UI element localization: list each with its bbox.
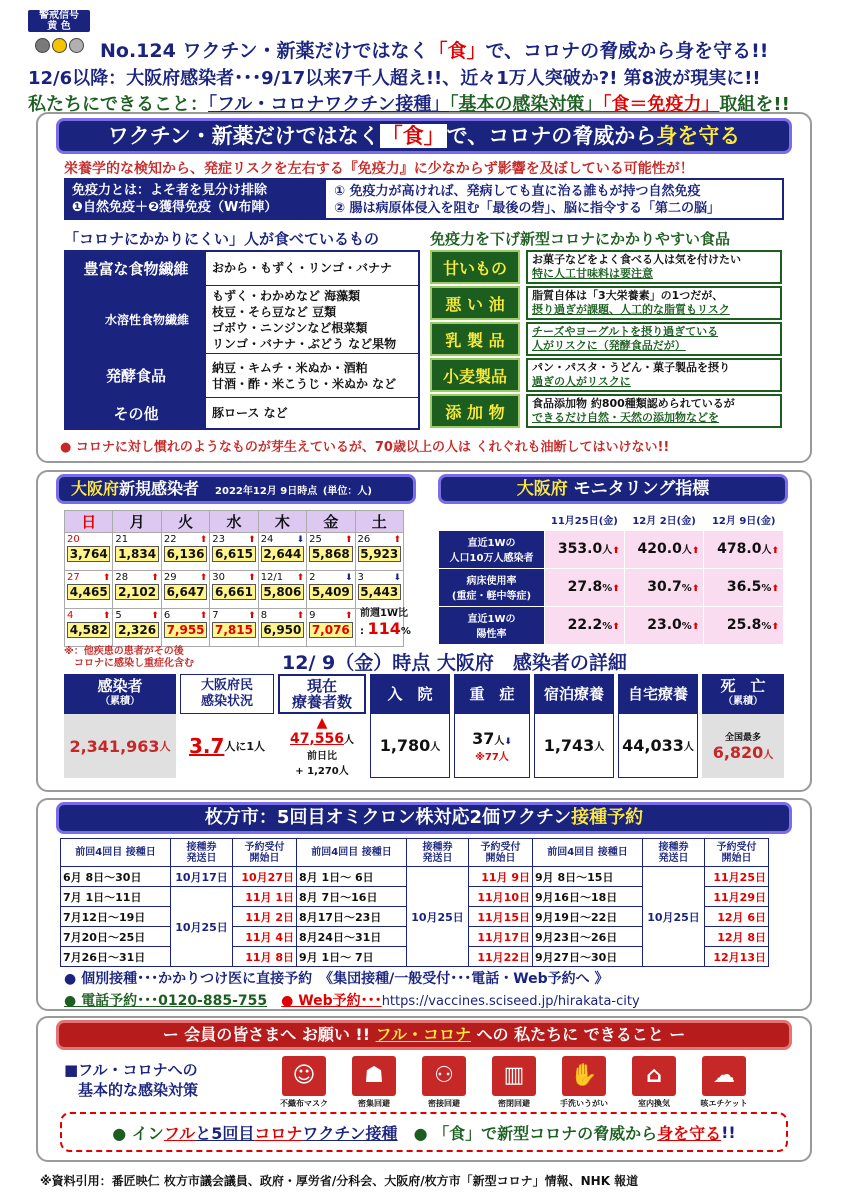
action-summary: ● イン フル と5回目 コロナ ワクチン接種 ● 「食」で新型コロナの脅威から 身を守る !! [60, 1112, 788, 1152]
calendar-day: 12/1 ⬆ 5,806 [258, 571, 306, 609]
calendar-day: 4 ⬆ 4,582 [65, 609, 113, 647]
calendar-day: 6 ⬆ 7,955 [161, 609, 209, 647]
immune-points: ① 免疫力が高ければ、発病しても直に治る誰もが持つ自然免疫 ② 腸は病原体侵入を阻む「最後の砦」、脳に指令する「第二の脳」 [324, 178, 784, 220]
bad-text: チーズやヨーグルトを摂り過ぎている 人がリスクに（発酵食品だが） [526, 322, 782, 356]
good-row [66, 252, 418, 286]
bad-row [430, 322, 784, 358]
col-header: 予約受付 開始日 [469, 839, 533, 867]
calendar-day: 7 ⬆ 7,815 [210, 609, 258, 647]
day-header: 木 [258, 511, 306, 533]
bad-row [430, 250, 784, 286]
detail-current: 現在 療養者数 ▲ 47,556人 前日比 + 1,270人 [278, 674, 366, 782]
trend-arrow-icon: ⬆ [248, 534, 256, 545]
headline-3: 私たちにできること：「フル・コロナワクチン接種」「基本の感染対策」「食＝免疫力」取組を!! [28, 94, 790, 115]
mon-col-header: 12月 9日(金) [711, 516, 776, 528]
trend-arrow-icon: ⬆ [102, 610, 111, 621]
col-header: 前回4回目 接種日 [297, 839, 407, 867]
day-header: 水 [210, 511, 258, 533]
day-header: 日 [65, 511, 113, 533]
signal-light-icon [52, 38, 67, 53]
case-count: 1,834 [115, 546, 158, 562]
calendar-day: 5 ⬆ 2,326 [113, 609, 161, 647]
trend-arrow-icon: ⬆ [199, 572, 208, 583]
detail-severe: 重 症 37人⬇ ※77人 [454, 674, 530, 782]
good-row [66, 286, 418, 354]
elderly-warning: ● コロナに対し慣れのようなものが芽生えているが、70歳以上の人は くれぐれも油断してはいけない!! [60, 440, 670, 455]
trend-arrow-icon: ⬇ [344, 572, 353, 583]
calendar-day: 25 ⬆ 5,868 [307, 533, 355, 571]
table-row: 7月20日〜25日 11月 4日 8月24日〜31日 11月17日 9月23日〜26日 12月 8日 [61, 927, 769, 947]
case-count: 5,923 [358, 546, 401, 562]
calendar-day: 3 ⬇ 5,443 [355, 571, 403, 609]
calendar-day: 23 ⬆ 6,615 [210, 533, 258, 571]
case-calendar [64, 510, 404, 647]
case-count: 6,136 [164, 546, 207, 562]
basic-measures-label: ■フル・コロナへの 基本的な感染対策 [64, 1061, 199, 1099]
detail-pref: 大阪府民 感染状況 3.7 人に1人 [180, 674, 274, 782]
case-count: 5,806 [261, 584, 304, 600]
case-count: 3,764 [67, 546, 110, 562]
case-details [64, 674, 784, 784]
case-count: 6,615 [212, 546, 255, 562]
good-category: 水溶性食物繊維 [88, 286, 206, 353]
signal-light-icon [35, 38, 50, 53]
source-footer: ※資料引用：番匠映仁 枚方市議会議員、政府・厚労省/分科会、大阪府/枚方市「新型コロナ」情報、NHK 報道 [40, 1174, 639, 1188]
monitoring-table [438, 510, 784, 645]
trend-arrow-icon: ⬇ [393, 572, 401, 583]
bad-category: 甘いもの [430, 250, 520, 284]
good-text: 豚ロース など [212, 406, 288, 420]
calendar-week [65, 609, 404, 647]
day-header: 火 [161, 511, 209, 533]
trend-arrow-icon: ⬆ [248, 572, 256, 583]
good-category: 発酵食品 [66, 354, 206, 397]
closed-space-icon: ▥ 密閉回避 [490, 1056, 538, 1109]
individual-vaccination: ● 個別接種･･･かかりつけ医に直接予約 《集団接種/一般受付･･･電話・Web予約へ 》 [64, 971, 609, 987]
signal-light-icon [69, 38, 84, 53]
trend-arrow-icon: ⬆ [199, 534, 208, 545]
bad-text: お菓子などをよく食べる人は気を付けたい 特に人工甘味料は要注意 [526, 250, 782, 284]
calendar-day: 24 ⬇ 2,644 [258, 533, 306, 571]
bad-text: 食品添加物 約800種類認められているが できるだけ自然・天然の添加物などを [526, 394, 782, 428]
bad-category: 悪 い 油 [430, 286, 520, 320]
monitoring-banner: 大阪府 モニタリング指標 [438, 474, 788, 504]
trend-arrow-icon: ⬆ [151, 610, 159, 621]
trend-arrow-icon: ⬆ [151, 572, 159, 583]
case-count: 2,326 [115, 622, 158, 638]
good-indent [66, 286, 88, 353]
handwash-icon: ✋ 手洗いうがい [560, 1056, 608, 1109]
detail-home: 自宅療養 44,033 人 [618, 674, 698, 782]
bad-food-heading: 免疫力を下げ新型コロナにかかりやすい食品 [430, 230, 731, 248]
good-text: もずく・わかめなど 海藻類 枝豆・そら豆など 豆類 ゴボウ・ニンジンなど根菜類 リンゴ・バナナ・ぶどう など果物 [212, 289, 397, 351]
detail-cumulative: 感染者 （累積） 2,341,963 人 [64, 674, 176, 782]
trend-arrow-icon: ⬆ [344, 610, 353, 621]
good-row [66, 354, 418, 398]
good-food-table [64, 250, 420, 430]
case-count: 6,661 [212, 584, 255, 600]
day-header: 金 [307, 511, 355, 533]
vaccine-banner: 枚方市：5回目オミクロン株対応2価ワクチン接種予約 [56, 802, 792, 834]
trend-arrow-icon: ⬇ [296, 534, 305, 545]
day-header: 土 [355, 511, 403, 533]
calendar-day: 28 ⬆ 2,102 [113, 571, 161, 609]
calendar-day: 29 ⬆ 6,647 [161, 571, 209, 609]
case-count: 7,815 [212, 622, 255, 638]
calendar-day: 21 1,834 [113, 533, 161, 571]
crowd-icon: ☗ 密集回避 [350, 1056, 398, 1109]
calendar-week [65, 533, 404, 571]
case-count: 4,465 [67, 584, 110, 600]
mon-row: 病床使用率 (重症・軽中等症) 27.8%⬆ 30.7%⬆ 36.5%⬆ [439, 568, 784, 606]
trend-arrow-icon: ⬆ [199, 610, 208, 621]
calendar-day: 26 ⬆ 5,923 [355, 533, 403, 571]
bad-category: 小麦製品 [430, 358, 520, 392]
col-header: 予約受付 開始日 [233, 839, 297, 867]
good-category: 豊富な食物繊維 [66, 252, 206, 285]
case-count: 4,582 [67, 622, 110, 638]
case-count: 6,950 [261, 622, 304, 638]
good-row [66, 398, 418, 428]
calendar-day: 27 ⬆ 4,465 [65, 571, 113, 609]
good-category: その他 [66, 398, 206, 428]
good-food-heading: 「コロナにかかりにくい」人が食べているもの [64, 230, 380, 248]
detail-hospital: 入 院 1,780 人 [370, 674, 450, 782]
good-text: 納豆・キムチ・米ぬか・酒粕 甘酒・酢・米こうじ・米ぬか など [212, 361, 397, 391]
mask-icon: ☺ 不織布マスク [280, 1056, 328, 1109]
mon-col-header: 11月25日(金) [550, 516, 618, 528]
case-count: 7,076 [309, 622, 352, 638]
table-row: 7月26日〜31日 11月 8日 9月 1日〜 7日 11月22日 9月27日〜30日 12月13日 [61, 947, 769, 967]
alert-signal [28, 10, 90, 62]
trend-arrow-icon: ⬆ [102, 572, 111, 583]
table-row: 7月 1日〜11日 10月25日 11月 1日 8月 7日〜16日 11月10日 9月16日〜18日 11月29日 [61, 887, 769, 907]
col-header: 前回4回目 接種日 [61, 839, 171, 867]
calendar-day: 20 3,764 [65, 533, 113, 571]
bad-category: 乳 製 品 [430, 322, 520, 356]
ventilation-icon: ⌂ 室内換気 [630, 1056, 678, 1109]
calendar-day: 30 ⬆ 6,661 [210, 571, 258, 609]
col-header: 予約受付 開始日 [705, 839, 769, 867]
request-banner: ー 会員の皆さまへ お願い !! フル・コロナ への 私たちに できること ー [56, 1020, 792, 1050]
col-header: 接種券 発送日 [171, 839, 233, 867]
mon-row: 直近1Wの 陽性率 22.2%⬆ 23.0%⬆ 25.8%⬆ [439, 606, 784, 644]
trend-arrow-icon: ⬆ [344, 534, 353, 545]
detail-death: 死 亡 （累積） 全国最多 6,820人 [702, 674, 784, 782]
mon-row: 直近1Wの 人口10万人感染者 353.0人⬆ 420.0人⬆ 478.0人⬆ [439, 530, 784, 568]
signal-label: 警戒信号 黄 色 [28, 10, 90, 32]
calendar-day: 22 ⬆ 6,136 [161, 533, 209, 571]
headline-2: 12/6以降：大阪府感染者･･･9/17以来7千人超え!!、近々1万人突破か?! 第8波が現実に!! [28, 68, 761, 89]
detail-title: 12/ 9（金）時点 大阪府 感染者の詳細 [282, 652, 627, 674]
col-header: 接種券 発送日 [643, 839, 705, 867]
footnote: ※：他疾患の患者がその後 コロナに感染し重症化含む [64, 646, 194, 669]
trend-arrow-icon: ⬆ [296, 572, 305, 583]
case-count: 7,955 [164, 622, 207, 638]
vaccine-schedule [60, 838, 769, 967]
contact-icon: ⚇ 密接回避 [420, 1056, 468, 1109]
table-row: 6月 8日〜30日 10月17日 10月27日 8月 1日〜 6日 10月25日 11月 9日 9月 8日〜15日 10月25日 11月25日 [61, 867, 769, 887]
col-header: 接種券 発送日 [407, 839, 469, 867]
mon-col-header: 12月 2日(金) [632, 516, 696, 528]
col-header: 前回4回目 接種日 [533, 839, 643, 867]
calendar-day: 9 ⬆ 7,076 [307, 609, 355, 647]
bad-category: 添 加 物 [430, 394, 520, 428]
osaka-banner: 大阪府新規感染者 2022年12月 9日時点 (単位：人) [56, 474, 416, 504]
web-link[interactable]: https://vaccines.sciseed.jp/hirakata-city [381, 994, 640, 1009]
case-count: 2,102 [115, 584, 158, 600]
bad-text: パン・パスタ・うどん・菓子製品を摂り 過ぎの人がリスクに [526, 358, 782, 392]
calendar-day: 2 ⬇ 5,409 [307, 571, 355, 609]
bad-text: 脂質自体は「3大栄養素」の1つだが、 摂り過ぎが課題、人工的な脂質もリスク [526, 286, 782, 320]
detail-hotel: 宿泊療養 1,743 人 [534, 674, 614, 782]
bad-row [430, 394, 784, 430]
case-count: 5,443 [358, 584, 401, 600]
calendar-week [65, 571, 404, 609]
case-count: 5,868 [309, 546, 352, 562]
bad-food-table [430, 250, 784, 430]
good-text: おから・もずく・リンゴ・バナナ [212, 261, 393, 275]
immune-warning: 栄養学的な検知から、発症リスクを左右する『免疫力』に少なからず影響を及ぼしている可能性が！ [64, 161, 694, 177]
day-header: 月 [113, 511, 161, 533]
case-count: 2,644 [261, 546, 304, 562]
calendar-day: 8 ⬆ 6,950 [258, 609, 306, 647]
trend-arrow-icon: ⬆ [296, 610, 305, 621]
immune-definition: 免疫力とは：よそ者を見分け排除 ❶自然免疫＋❷獲得免疫（W布陣） [64, 178, 324, 220]
weekly-ratio: 前週1W比 : 114% [360, 608, 411, 638]
cough-etiquette-icon: ☁ 咳エチケット [700, 1056, 748, 1109]
trend-arrow-icon: ⬆ [393, 534, 401, 545]
case-count: 6,647 [164, 584, 207, 600]
immune-banner: ワクチン・新薬だけではなく「食」で、コロナの脅威から身を守る [56, 118, 792, 154]
bad-row [430, 358, 784, 394]
page-title: No.124 ワクチン・新薬だけではなく「食」で、コロナの脅威から身を守る!! [100, 40, 769, 62]
table-row: 7月12日〜19日 11月 2日 8月17日〜23日 11月15日 9月19日〜22日 12月 6日 [61, 907, 769, 927]
phone-link[interactable]: ● 電話予約･･･0120-885-755 [64, 993, 268, 1009]
reservation-contacts: ● 電話予約･･･0120-885-755 ● Web予約･･･https://vaccines.sciseed.jp/hirakata-city [64, 993, 640, 1009]
trend-arrow-icon: ⬆ [248, 610, 256, 621]
bad-row [430, 286, 784, 322]
case-count: 5,409 [309, 584, 352, 600]
